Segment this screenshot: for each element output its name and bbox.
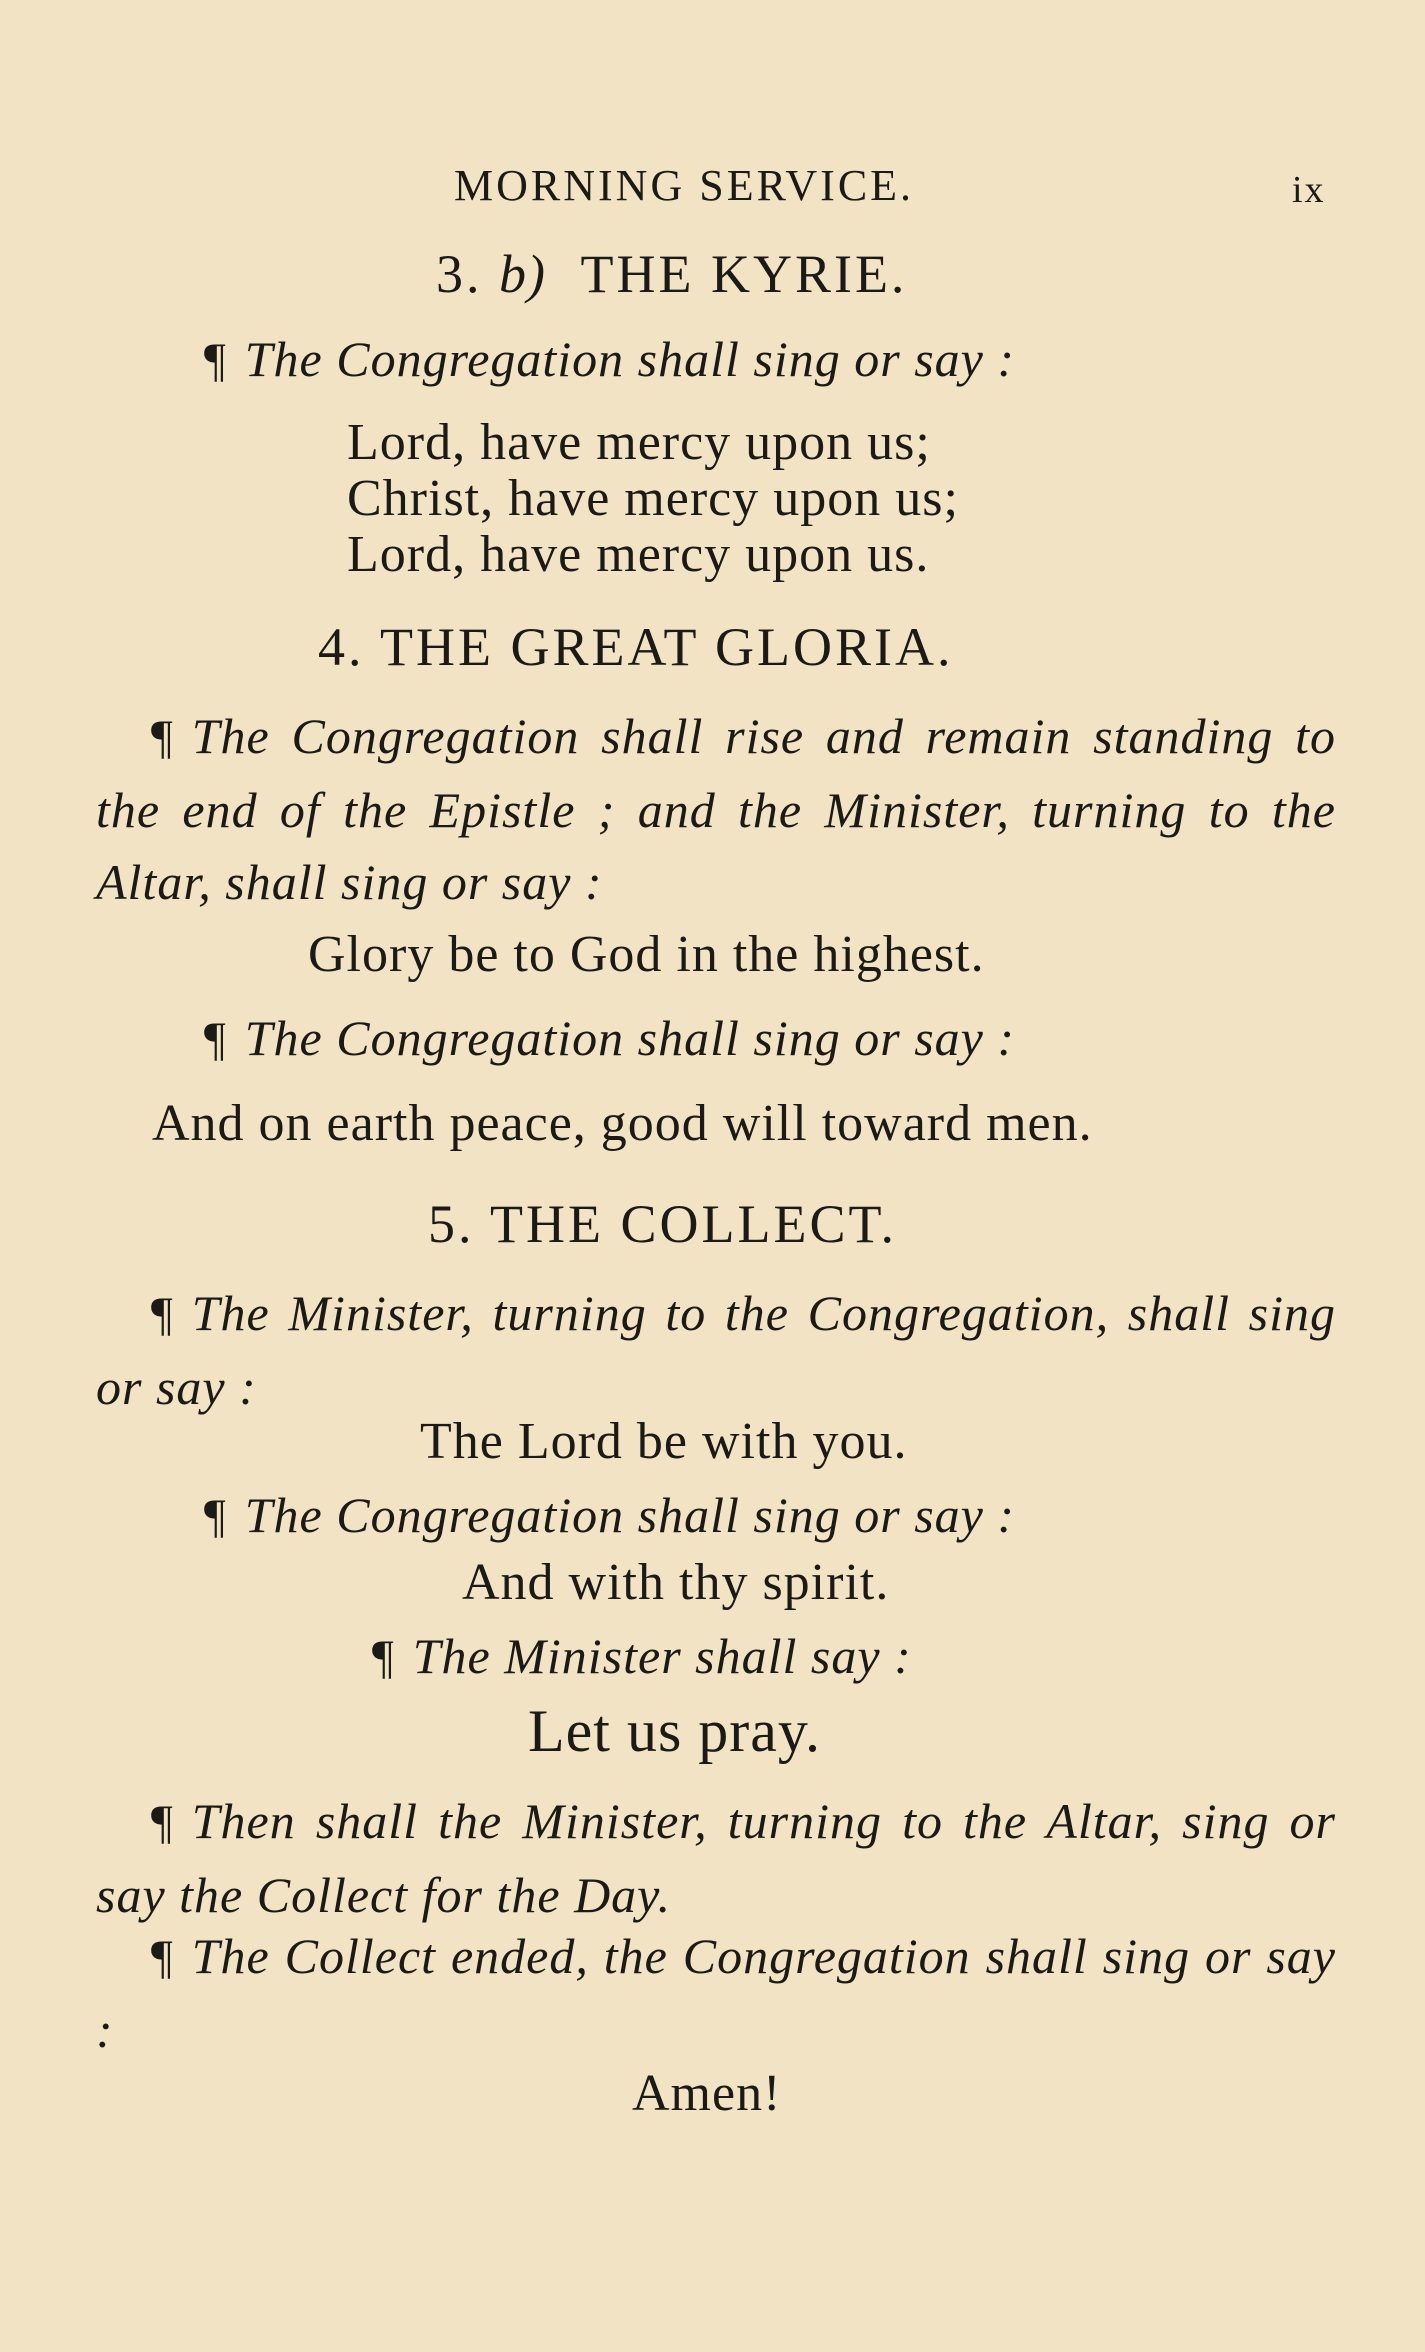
collect-rubric-1-text: The Minister, turning to the Congregation, shall sing or say : [96, 1285, 1336, 1415]
collect-rubric-2 [204, 1486, 1015, 1544]
gloria-rubric-2-text: The Congregation shall sing or say : [244, 1010, 1016, 1066]
gloria-heading: 4. THE GREAT GLORIA. [318, 617, 954, 677]
collect-rubric-1 [96, 1277, 1336, 1423]
collect-heading: 5. THE COLLECT. [428, 1194, 897, 1254]
pilcrow-icon: ¶ [372, 1631, 395, 1684]
collect-response-2: Amen! [632, 2065, 782, 2122]
pilcrow-icon: ¶ [151, 1796, 174, 1849]
kyrie-line-1: Lord, have mercy upon us; [347, 414, 931, 471]
kyrie-rubric-text: The Congregation shall sing or say : [244, 331, 1016, 387]
pilcrow-icon: ¶ [151, 711, 174, 764]
pilcrow-icon: ¶ [151, 1931, 174, 1984]
collect-rubric-5-text: The Collect ended, the Congregation shall sing or say : [96, 1928, 1336, 2058]
kyrie-heading-letter: b) [499, 244, 546, 304]
gloria-versicle: Glory be to God in the highest. [308, 926, 985, 983]
kyrie-line-3: Lord, have mercy upon us. [347, 526, 930, 583]
page-number: ix [1292, 169, 1326, 211]
collect-rubric-4-text: Then shall the Minister, turning to the Altar, sing or say the Collect for the Day. [96, 1793, 1336, 1923]
gloria-rubric-1 [96, 700, 1336, 918]
kyrie-rubric [204, 330, 1015, 388]
kyrie-heading [436, 243, 907, 305]
kyrie-line-2: Christ, have mercy upon us; [347, 470, 959, 527]
kyrie-heading-title: THE KYRIE. [580, 244, 908, 304]
collect-rubric-4 [96, 1785, 1336, 1931]
collect-versicle-2: Let us pray. [528, 1698, 822, 1764]
collect-rubric-5 [96, 1920, 1336, 2066]
kyrie-heading-number: 3. [436, 244, 483, 304]
pilcrow-icon: ¶ [204, 1490, 227, 1543]
running-title: MORNING SERVICE. [454, 161, 915, 210]
pilcrow-icon: ¶ [151, 1288, 174, 1341]
collect-versicle-1: The Lord be with you. [420, 1413, 908, 1470]
pilcrow-icon: ¶ [204, 334, 227, 387]
gloria-rubric-2 [204, 1009, 1015, 1067]
collect-rubric-3 [372, 1627, 912, 1685]
gloria-rubric-1-text: The Congregation shall rise and remain standing to the end of the Epistle ; and the Minister, turning to the Altar, shall sing or say : [96, 708, 1336, 910]
gloria-response: And on earth peace, good will toward men. [152, 1095, 1093, 1152]
pilcrow-icon: ¶ [204, 1013, 227, 1066]
collect-response-1: And with thy spirit. [462, 1554, 890, 1611]
collect-rubric-2-text: The Congregation shall sing or say : [244, 1487, 1016, 1543]
kyrie-verse [347, 415, 959, 583]
collect-rubric-3-text: The Minister shall say : [412, 1628, 912, 1684]
